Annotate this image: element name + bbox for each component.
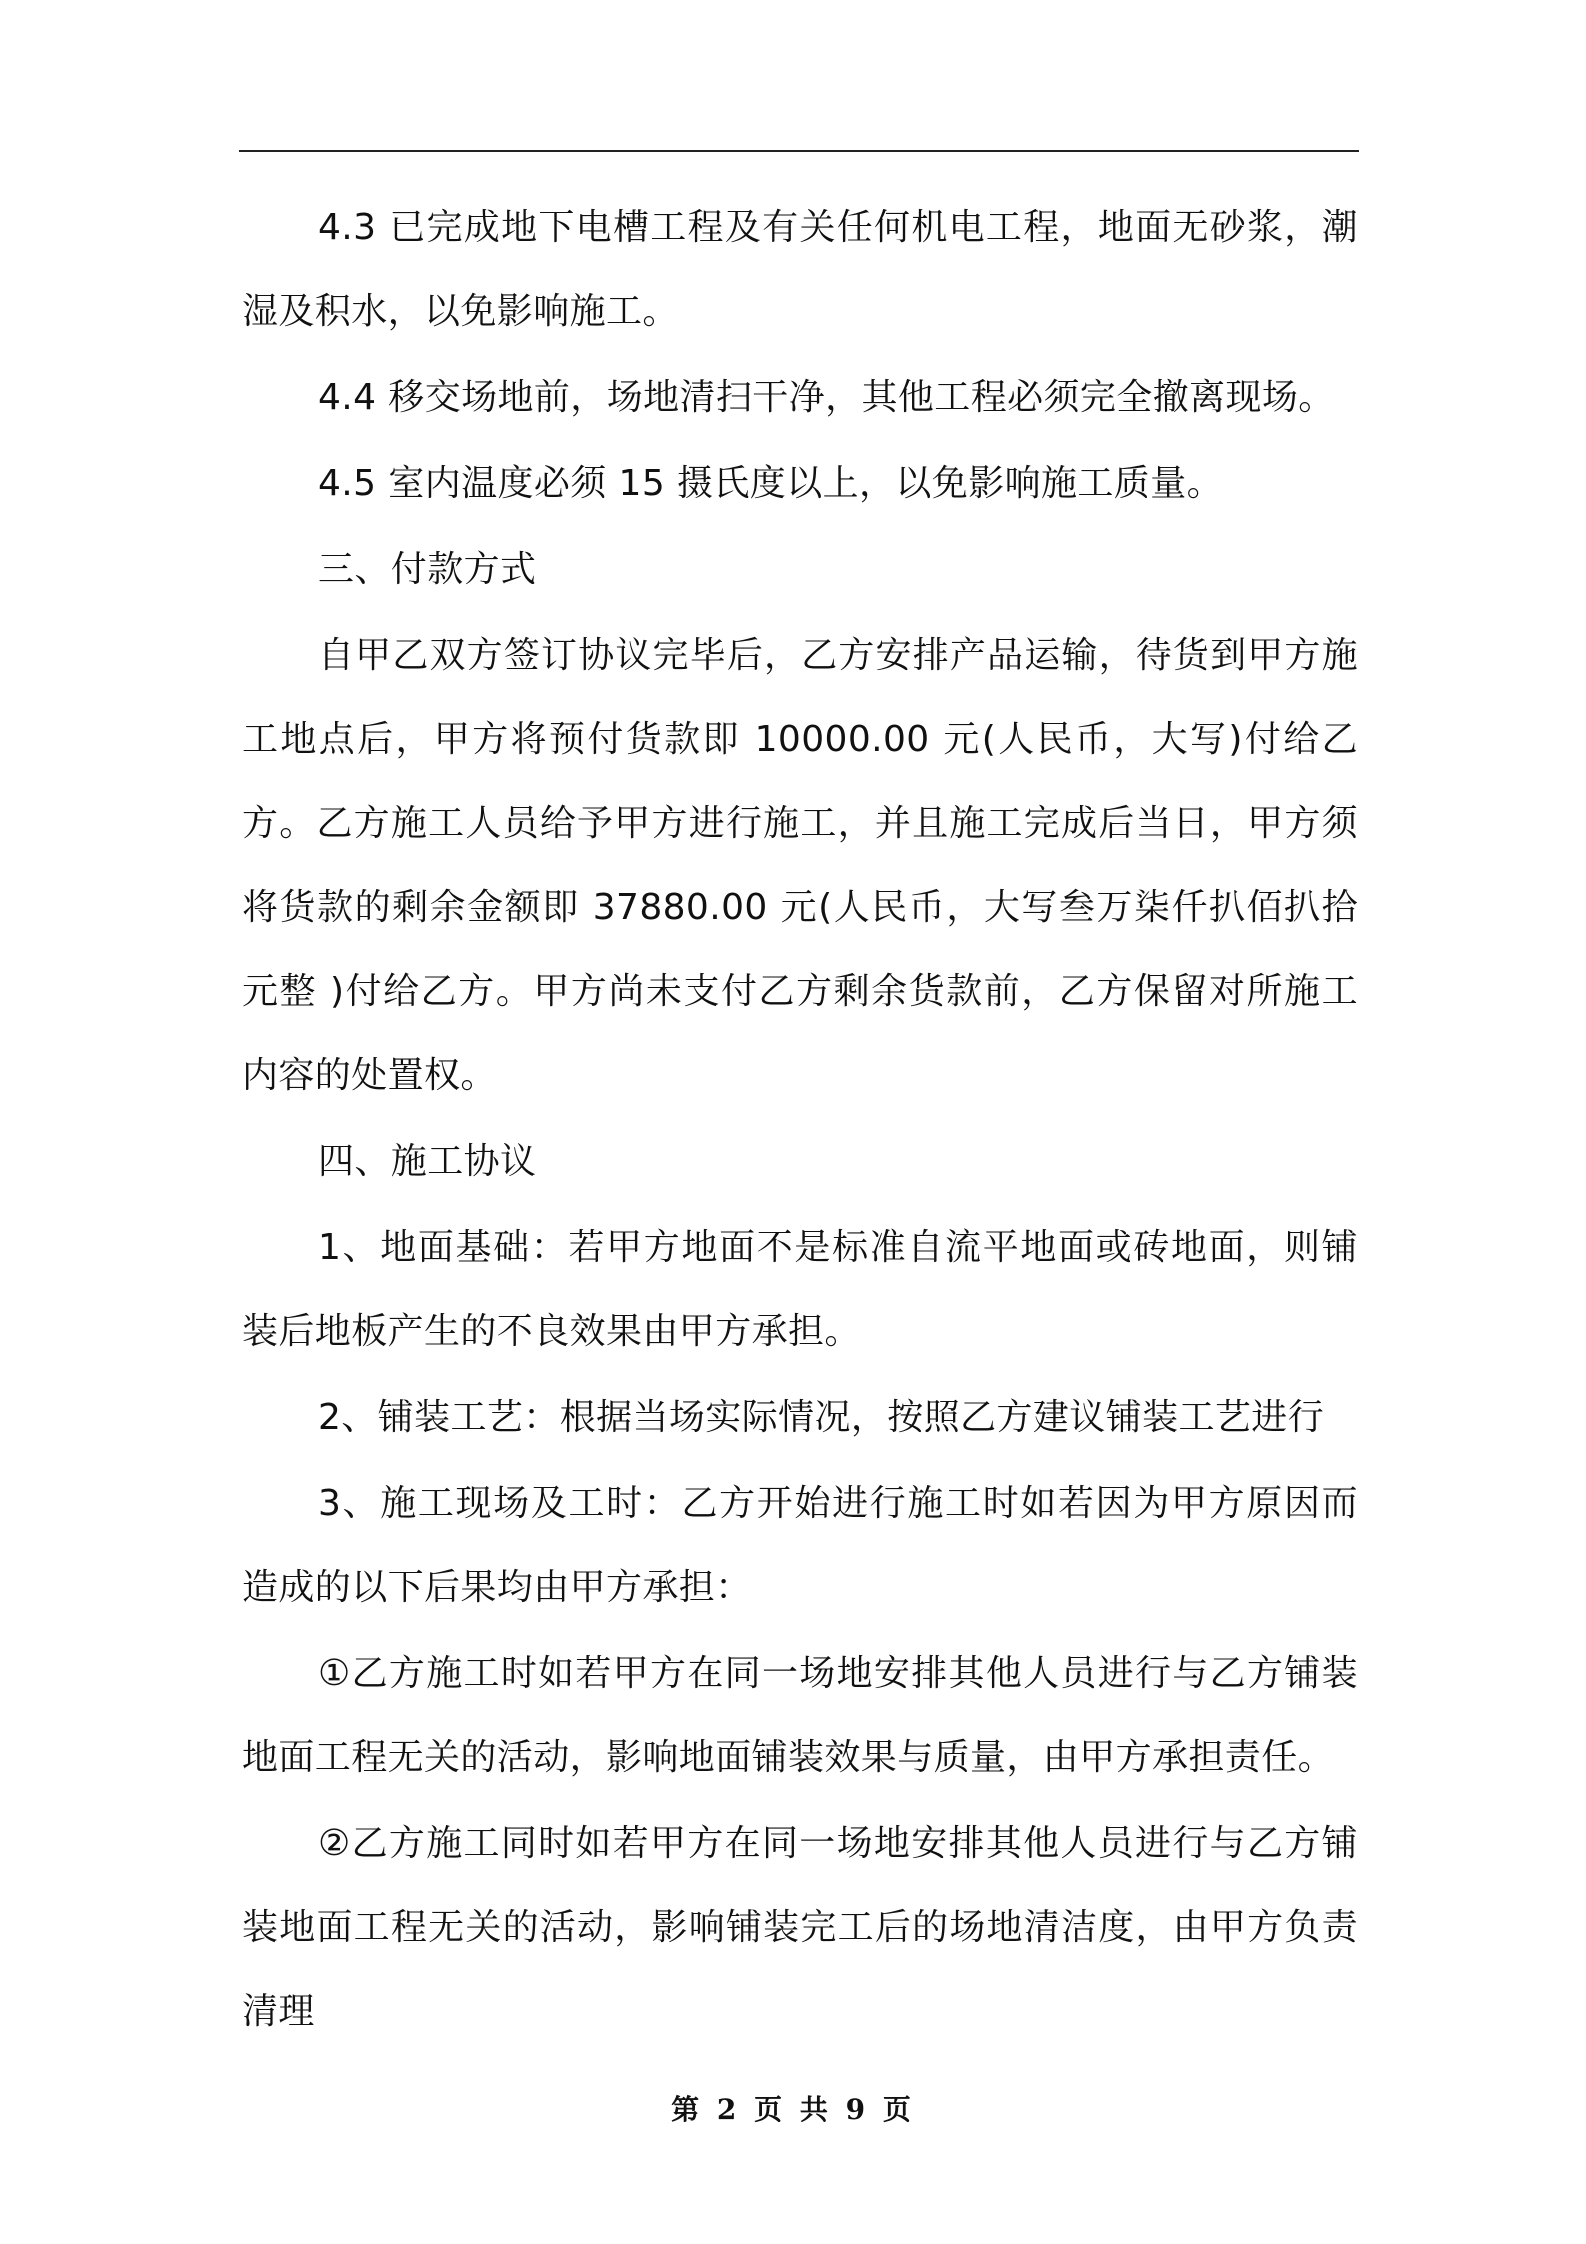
page-number-footer: 第 2 页 共 9 页 <box>671 2093 915 2126</box>
section-heading-payment: 三、付款方式 <box>318 549 537 590</box>
clause-site-and-hours: 3、施工现场及工时：乙方开始进行施工时如若因为甲方原因而造成的以下后果均由甲方承担： <box>242 1483 1358 1608</box>
header-rule <box>239 150 1359 152</box>
sub-clause-2: ②乙方施工同时如若甲方在同一场地安排其他人员进行与乙方铺装地面工程无关的活动，影响铺装完工后的场地清洁度，由甲方负责清理 <box>242 1823 1358 2032</box>
clause-floor-base: 1、地面基础：若甲方地面不是标准自流平地面或砖地面，则铺装后地板产生的不良效果由甲方承担。 <box>242 1227 1358 1352</box>
section-heading-construction: 四、施工协议 <box>318 1141 537 1182</box>
clause-installation-process: 2、铺装工艺：根据当场实际情况，按照乙方建议铺装工艺进行 <box>318 1397 1325 1438</box>
clause-4-4: 4.4 移交场地前，场地清扫干净，其他工程必须完全撤离现场。 <box>318 377 1335 418</box>
clause-4-3: 4.3 已完成地下电槽工程及有关任何机电工程，地面无砂浆，潮湿及积水，以免影响施工。 <box>242 207 1358 332</box>
document-body <box>242 186 1358 2056</box>
clause-4-5: 4.5 室内温度必须 15 摄氏度以上，以免影响施工质量。 <box>318 463 1223 504</box>
payment-terms: 自甲乙双方签订协议完毕后，乙方安排产品运输，待货到甲方施工地点后，甲方将预付货款即 10000.00 元(人民币，大写)付给乙方。乙方施工人员给予甲方进行施工，并且施工完成后当日，甲方须将货款的剩余金额即 37880.00 元(人民币，大写叁万柒仟扒佰扒拾元整 )付给乙方。甲方尚未支付乙方剩余货款前，乙方保留对所施工内容的处置权。 <box>242 635 1358 1096</box>
sub-clause-1: ①乙方施工时如若甲方在同一场地安排其他人员进行与乙方铺装地面工程无关的活动，影响地面铺装效果与质量，由甲方承担责任。 <box>242 1653 1358 1778</box>
